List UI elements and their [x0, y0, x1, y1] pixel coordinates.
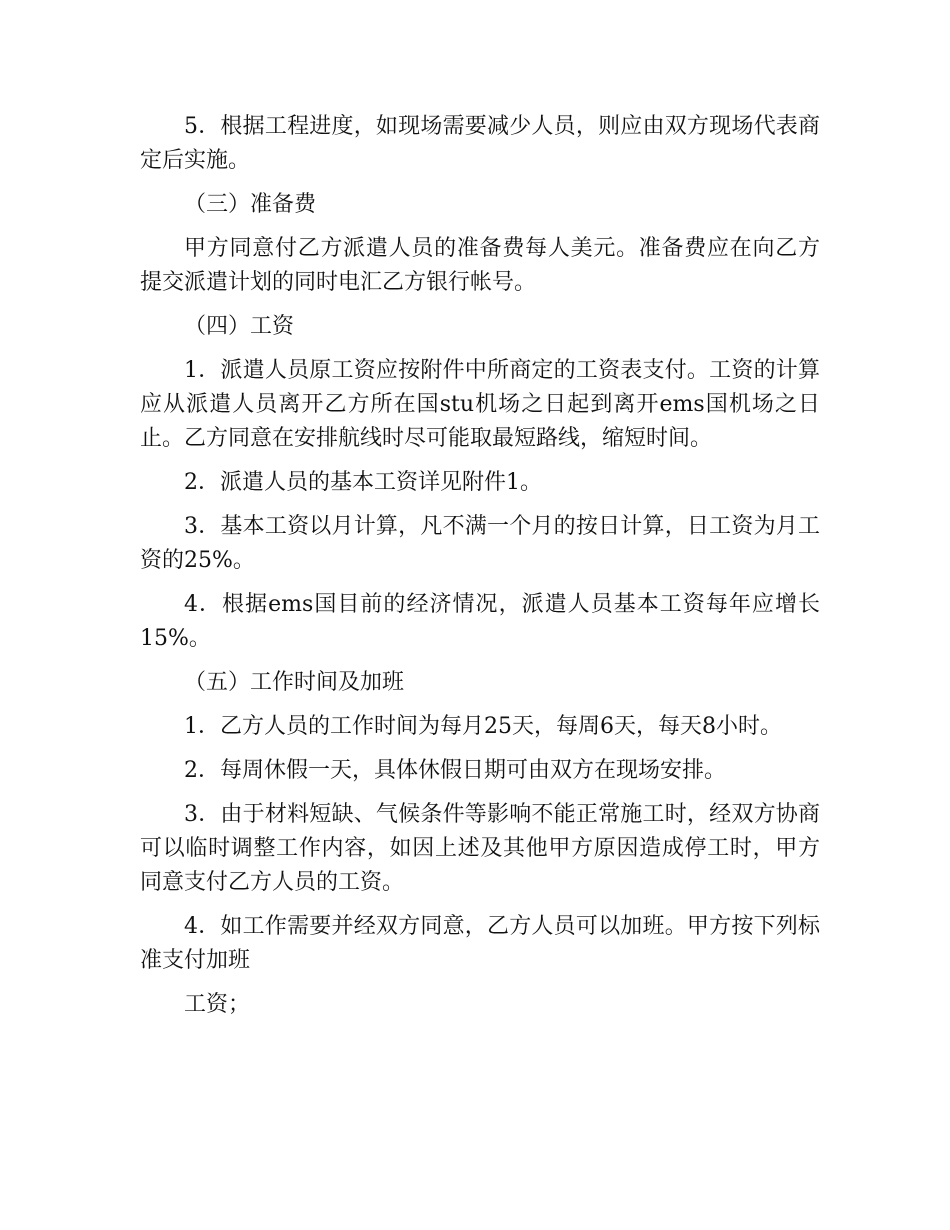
section-heading-wages: （四）工资 — [184, 314, 295, 339]
paragraph-hours-item-4: 4．如工作需要并经双方同意，乙方人员可以加班。甲方按下列标准支付加班 — [140, 914, 820, 973]
paragraph-preparation-fee: 甲方同意付乙方派遣人员的准备费每人美元。准备费应在向乙方提交派遣计划的同时电汇乙方银行帐号。 — [140, 236, 820, 295]
paragraph-overtime-wages: 工资； — [184, 992, 251, 1017]
paragraph-hours-item-2: 2．每周休假一天，具体休假日期可由双方在现场安排。 — [184, 758, 726, 783]
paragraph-wages-item-1: 1．派遣人员原工资应按附件中所商定的工资表支付。工资的计算应从派遣人员离开乙方所在国stu机场之日起到离开ems国机场之日止。乙方同意在安排航线时尽可能取最短路线，缩短时间。 — [140, 358, 820, 451]
paragraph-wages-item-4: 4．根据ems国目前的经济情况，派遣人员基本工资每年应增长15%。 — [140, 592, 820, 651]
paragraph-hours-item-3: 3．由于材料短缺、气候条件等影响不能正常施工时，经双方协商可以临时调整工作内容，如因上述及其他甲方原因造成停工时，甲方同意支付乙方人员的工资。 — [140, 802, 820, 895]
paragraph-item-5-reduce-staff: 5．根据工程进度，如现场需要减少人员，则应由双方现场代表商定后实施。 — [140, 114, 820, 173]
paragraph-wages-item-2: 2．派遣人员的基本工资详见附件1。 — [184, 470, 542, 495]
section-heading-working-hours: （五）工作时间及加班 — [184, 670, 405, 695]
document-body — [140, 110, 820, 1032]
section-heading-preparation-fee: （三）准备费 — [184, 192, 317, 217]
paragraph-wages-item-3: 3．基本工资以月计算，凡不满一个月的按日计算，日工资为月工资的25%。 — [140, 514, 820, 573]
paragraph-hours-item-1: 1．乙方人员的工作时间为每月25天，每周6天，每天8小时。 — [184, 714, 782, 739]
